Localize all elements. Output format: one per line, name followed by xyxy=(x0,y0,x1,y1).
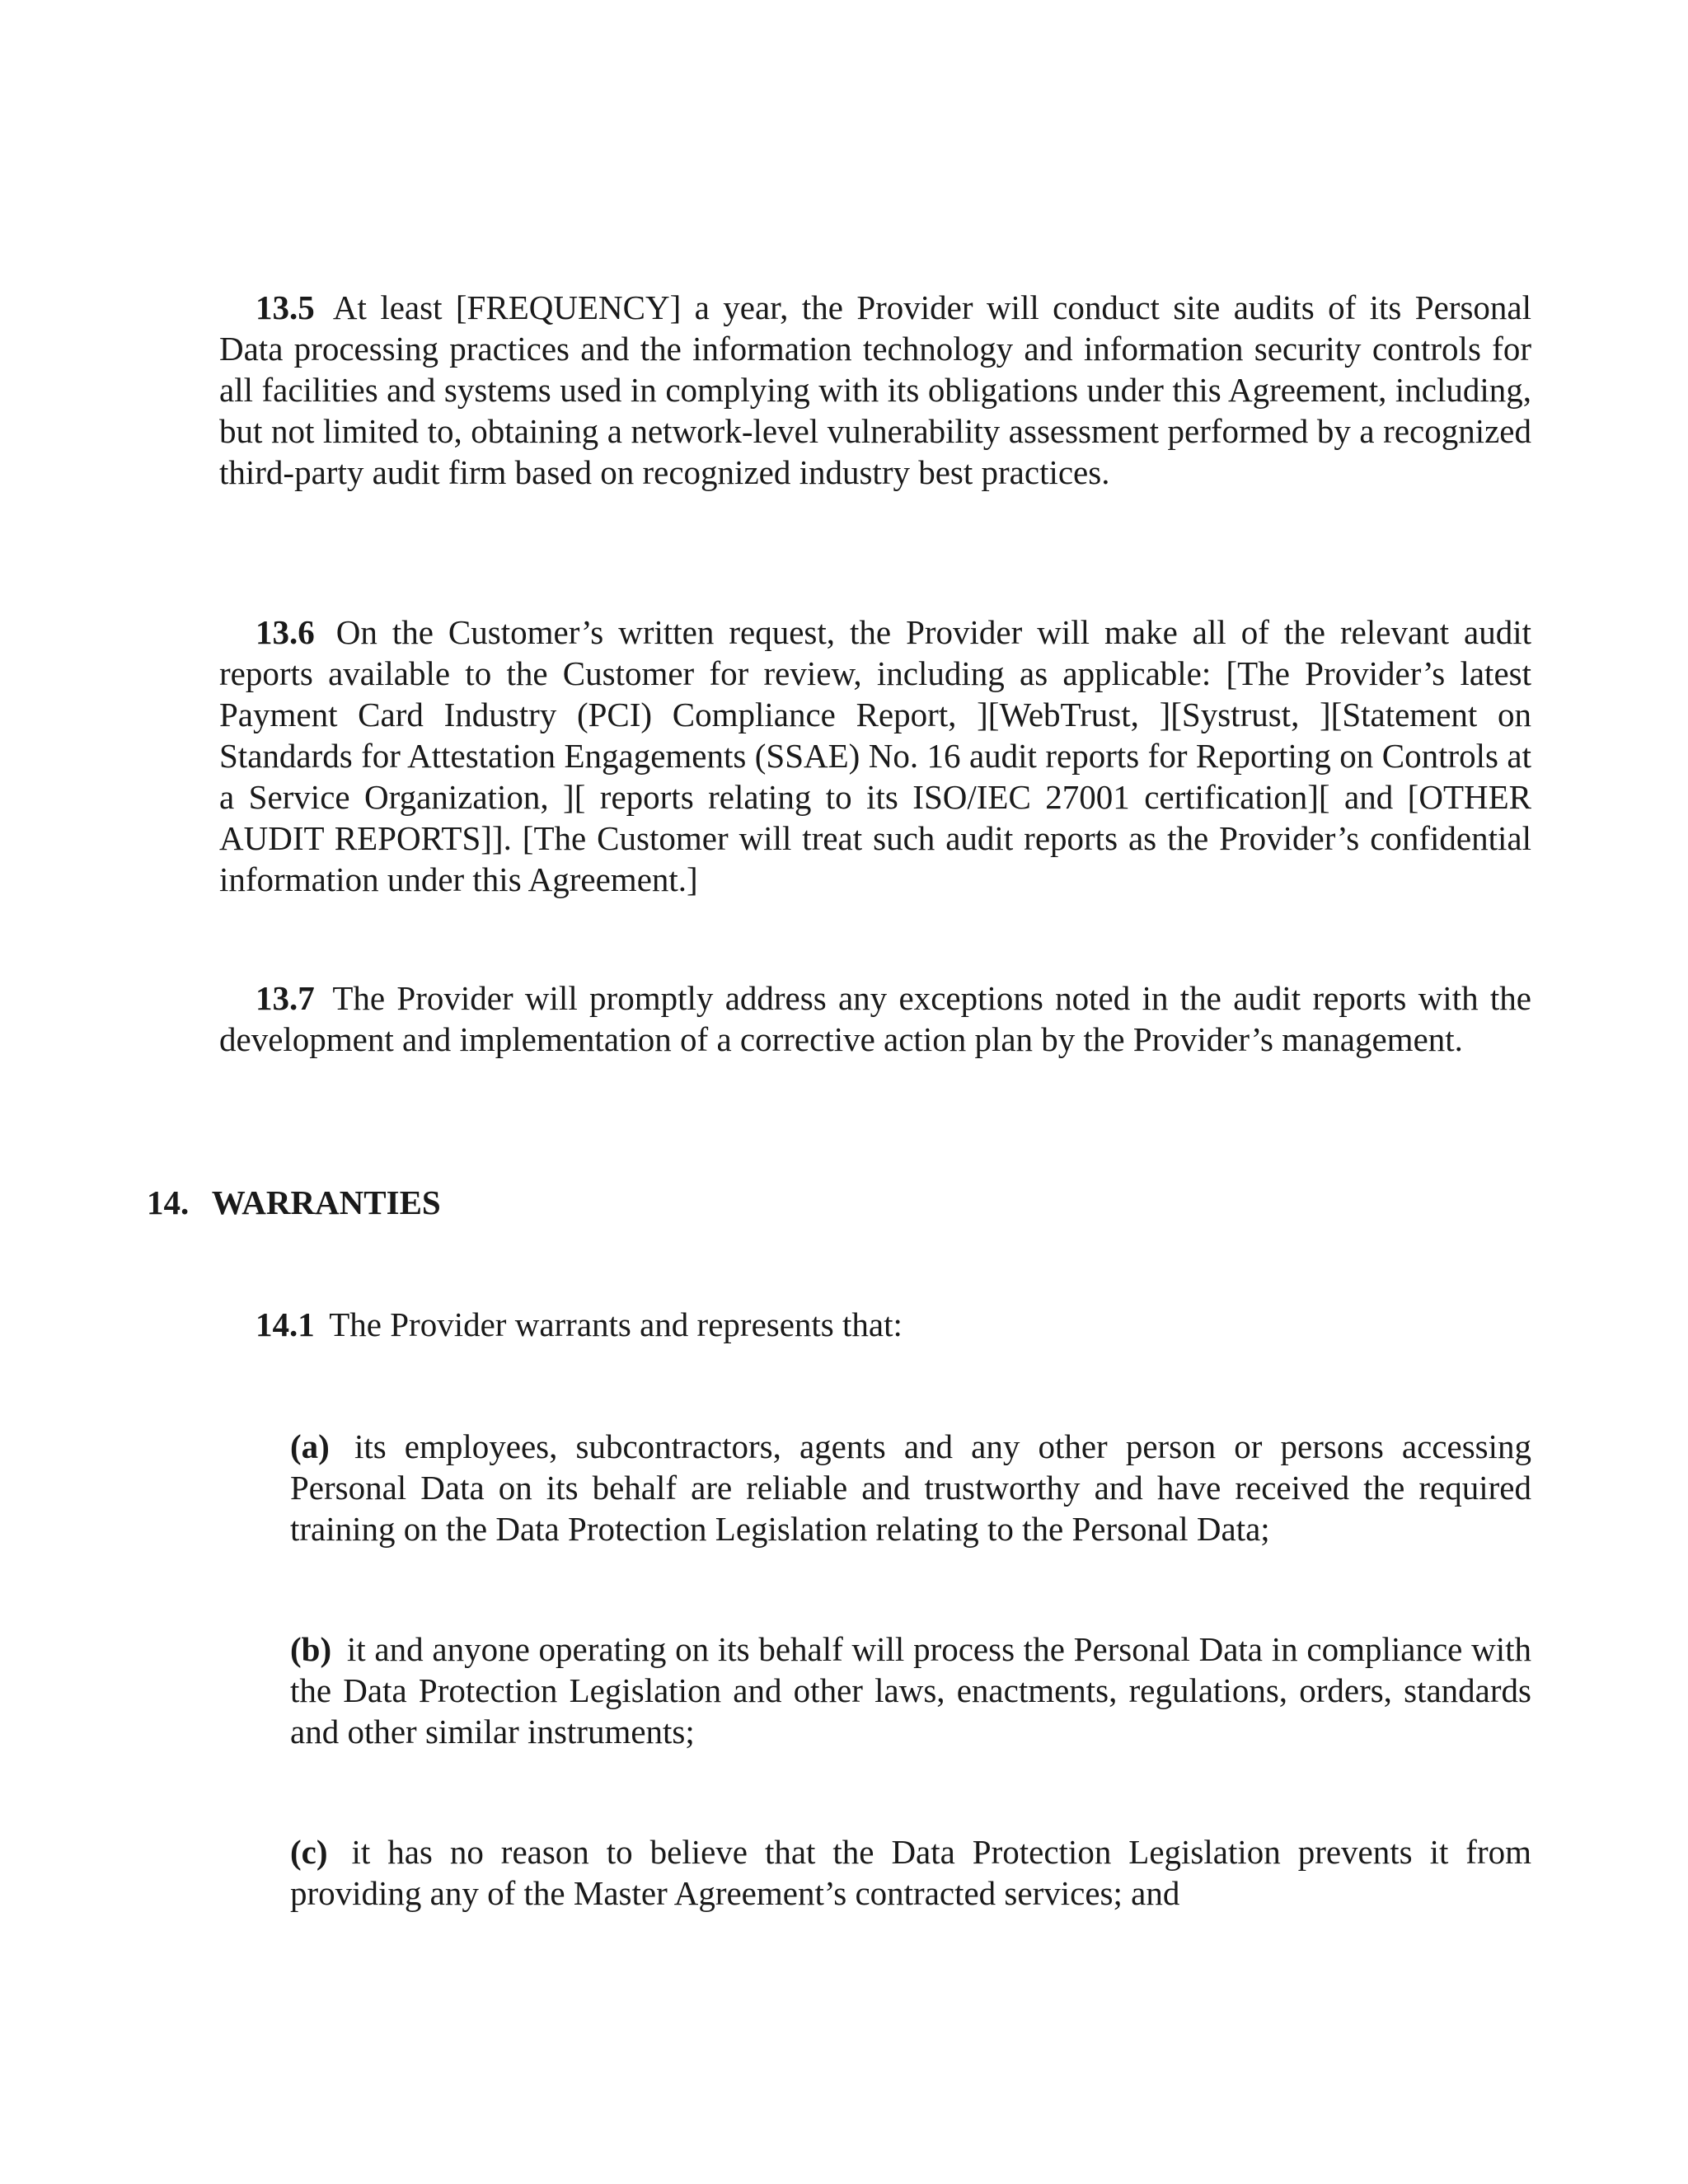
subclause-text: it and anyone operating on its behalf will process the Personal Data in compliance with the Data Protection Legislation and other laws, enactments, regulations, orders, standards and other similar instruments; xyxy=(290,1630,1532,1750)
subclause-label: (c) xyxy=(290,1833,328,1871)
clause-text: On the Customer’s written request, the Provider will make all of the relevant audit reports available to the Customer for review, including as applicable: [The Provider’s latest Payment Card Industry (PCI) Compliance Report, ][WebTrust, ][Systrust, ][Statement on Standards for Attestation Engagements (SSAE) No. 16 audit reports for Reporting on Controls at a Service Organization, ][ reports relating to its ISO/IEC 27001 certification][ and [OTHER AUDIT REPORTS]]. [The Customer will treat such audit reports as the Provider’s confidential information under this Agreement.] xyxy=(219,613,1532,898)
clause-number: 13.6 xyxy=(256,613,315,651)
clause-text: At least [FREQUENCY] a year, the Provider will conduct site audits of its Personal Data processing practices and the information technology and information security controls for all facilities and systems used in complying with its obligations under this Agreement, including, but not limited to, obtaining a network-level vulnerability assessment performed by a recognized third-party audit firm based on recognized industry best practices. xyxy=(219,288,1531,491)
section-heading-warranties xyxy=(147,1182,441,1223)
clause-text: The Provider will promptly address any exceptions noted in the audit reports with the development and implementation of a corrective action plan by the Provider’s management. xyxy=(219,979,1531,1058)
clause-number: 13.5 xyxy=(256,288,315,326)
clause-number: 13.7 xyxy=(256,979,315,1017)
clause-14-1 xyxy=(219,1304,1531,1345)
clause-text: The Provider warrants and represents that: xyxy=(329,1305,903,1343)
section-title: WARRANTIES xyxy=(211,1183,441,1221)
subclause-label: (a) xyxy=(290,1427,330,1465)
subclause-label: (b) xyxy=(290,1630,332,1668)
section-number: 14. xyxy=(147,1183,190,1221)
clause-13-5 xyxy=(219,287,1531,493)
subclause-text: it has no reason to believe that the Data Protection Legislation prevents it from providing any of the Master Agreement’s contracted services; and xyxy=(290,1833,1532,1912)
subclause-b xyxy=(290,1629,1531,1752)
clause-13-6 xyxy=(219,612,1531,900)
subclause-c xyxy=(290,1831,1531,1914)
subclause-a xyxy=(290,1426,1531,1549)
subclause-text: its employees, subcontractors, agents and any other person or persons accessing Personal Data on its behalf are reliable and trustworthy and have received the required training on the Data Protection Legislation relating to the Personal Data; xyxy=(290,1427,1532,1548)
clause-13-7 xyxy=(219,977,1531,1060)
clause-number: 14.1 xyxy=(256,1305,315,1343)
